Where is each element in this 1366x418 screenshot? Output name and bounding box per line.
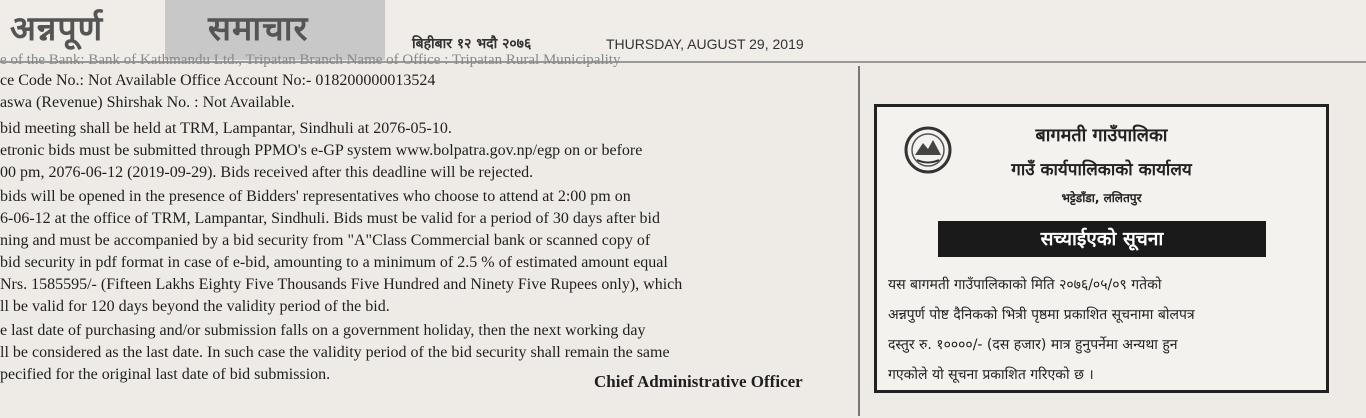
tender-line: bids will be opened in the presence of Bidders' representatives who choose to attend at 2:00 pm on bbox=[0, 188, 631, 205]
column-divider bbox=[858, 66, 860, 416]
date-english: THURSDAY, AUGUST 29, 2019 bbox=[606, 36, 804, 52]
office-name: गाउँ कार्यपालिकाको कार्यालय bbox=[1011, 160, 1192, 180]
paper-name-right: समाचार bbox=[208, 9, 309, 49]
date-nepali: बिहीबार १२ भदौ २०७६ bbox=[412, 36, 532, 52]
tender-line: 00 pm, 2076-06-12 (2019-09-29). Bids received after this deadline will be rejected. bbox=[0, 164, 534, 181]
notice-body-line: गएकोले यो सूचना प्रकाशित गरिएको छ । bbox=[888, 367, 1094, 383]
paper-name-left: अन्नपूर्ण bbox=[10, 9, 104, 49]
tender-line: ll be valid for 120 days beyond the validity period of the bid. bbox=[0, 298, 390, 315]
notice-body-line: दस्तुर रु. १००००/- (दस हजार) मात्र हुनुपर्नेमा अन्यथा हुन bbox=[888, 337, 1178, 353]
notice-body-line: अन्नपुर्ण पोष्ट दैनिकको भित्री पृष्ठमा प्रकाशित सूचनामा बोलपत्र bbox=[888, 307, 1195, 323]
tender-line: ll be considered as the last date. In such case the validity period of the bid security shall remain the same bbox=[0, 344, 670, 361]
tender-line: bid meeting shall be held at TRM, Lampantar, Sindhuli at 2076-05-10. bbox=[0, 120, 452, 137]
office-address: भट्टेडाँडा, ललितपुर bbox=[1061, 191, 1142, 205]
tender-line: pecified for the original last date of bid submission. bbox=[0, 366, 331, 383]
tender-line: ning and must be accompanied by a bid security from "A"Class Commercial bank or scanned copy of bbox=[0, 232, 651, 249]
tender-line: Nrs. 1585595/- (Fifteen Lakhs Eighty Five Thousands Five Hundred and Ninety Five Rupees only), which bbox=[0, 276, 683, 293]
notice-heading: सच्याईएको सूचना bbox=[938, 221, 1266, 257]
tender-line: bid security in pdf format in case of e-bid, amounting to a minimum of 2.5 % of estimated amount equal bbox=[0, 254, 668, 271]
corrigendum-notice bbox=[874, 104, 1329, 393]
tender-line: aswa (Revenue) Shirshak No. : Not Available. bbox=[0, 94, 295, 111]
tender-line: ce Code No.: Not Available Office Account No:- 018200000013524 bbox=[0, 72, 436, 89]
tender-notice-column bbox=[0, 52, 850, 416]
signature: Chief Administrative Officer bbox=[594, 372, 803, 391]
tender-line: e last date of purchasing and/or submission falls on a government holiday, then the next working day bbox=[0, 322, 646, 339]
cut-off-line: e of the Bank: Bank of Kathmandu Ltd., Tripatan Branch Name of Office : Tripatan Rural Municipality bbox=[0, 52, 621, 68]
notice-body-line: यस बागमती गाउँपालिकाको मिति २०७६/०५/०९ गतेको bbox=[888, 277, 1162, 293]
tender-line: etronic bids must be submitted through PPMO's e-GP system www.bolpatra.gov.np/egp on or before bbox=[0, 142, 643, 159]
tender-line: 6-06-12 at the office of TRM, Lampantar, Sindhuli. Bids must be valid for a period of 30 days after bid bbox=[0, 210, 660, 227]
municipality-name: बागमती गाउँपालिका bbox=[1035, 125, 1168, 146]
